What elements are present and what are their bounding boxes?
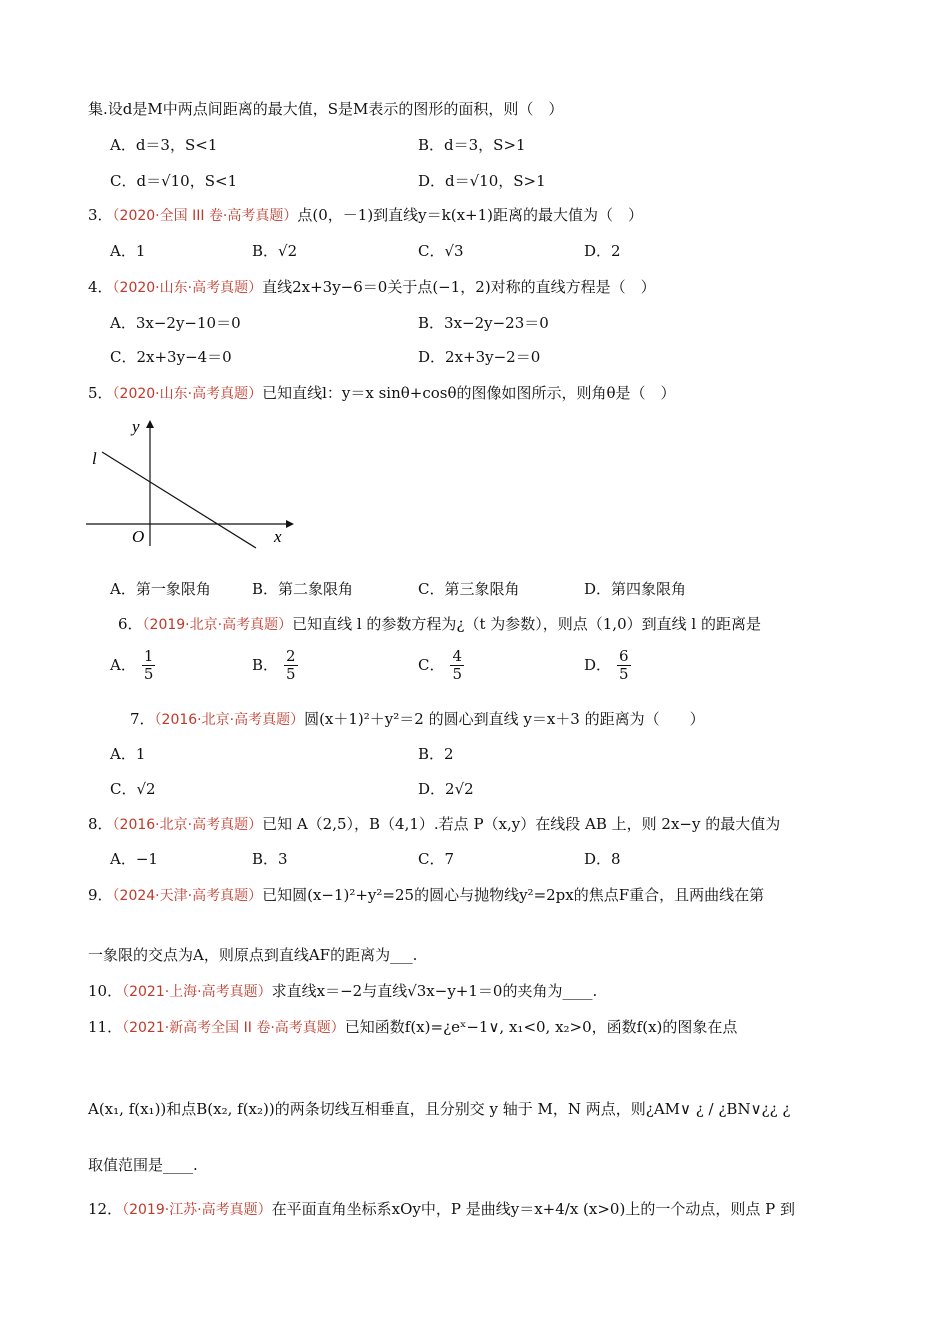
question-text: 求直线x＝−2与直线√3x−y+1＝0的夹角为____.: [271, 982, 598, 1000]
option-c: C．第三象限角: [418, 580, 520, 598]
question-text: 点(0，－1)到直线y＝k(x+1)距离的最大值为（ ）: [297, 206, 644, 224]
y-axis-arrow-icon: [146, 420, 154, 428]
question-text: 已知圆(x−1)²+y²=25的圆心与抛物线y²=2px的焦点F重合，且两曲线在第: [262, 886, 765, 904]
question-11-tail: 取值范围是____.: [88, 1156, 198, 1174]
question-intro-line: 集.设d是M中两点间距离的最大值，S是M表示的图形的面积，则（ ）: [88, 100, 564, 118]
question-source: （2016·北京·高考真题）: [112, 817, 263, 833]
option-b: B．√2: [252, 242, 298, 260]
x-axis-arrow-icon: [286, 520, 294, 528]
question-text: 已知直线 l 的参数方程为¿（t 为参数），则点（1,0）到直线 l 的距离是: [292, 615, 761, 633]
option-a: A．−1: [110, 850, 158, 868]
option-b: B．第二象限角: [252, 580, 354, 598]
question-text: 圆(x＋1)²＋y²＝2 的圆心到直线 y＝x＋3 的距离为（ ）: [304, 710, 705, 728]
question-5: [88, 384, 676, 403]
option-c: C．7: [418, 850, 455, 868]
option-d: D．第四象限角: [584, 580, 687, 598]
question-11-continued: A(x₁, f(x₁))和点B(x₂, f(x₂))的两条切线互相垂直，且分别交 y 轴于 M，N 两点，则¿AM∨ ¿ / ¿BN∨¿¿ ¿: [88, 1100, 791, 1118]
option-b: B． $\frac{2}{5}$: [252, 647, 296, 684]
option-d: D．2√2: [418, 780, 474, 798]
option-b: B．3x−2y−23＝0: [418, 314, 549, 332]
option-b: B．2: [418, 745, 454, 763]
question-source: （2021·新高考全国 II 卷·高考真题）: [122, 1020, 345, 1036]
question-7: [130, 710, 705, 729]
question-source: （2019·江苏·高考真题）: [122, 1202, 272, 1218]
question-text: 直线2x+3y−6＝0关于点(−1，2)对称的直线方程是（ ）: [262, 278, 656, 296]
option-c: C．√2: [110, 780, 156, 798]
option-a: A．1: [110, 242, 146, 260]
question-4: [88, 278, 656, 297]
y-axis-label: y: [132, 417, 140, 436]
option-d: D． $\frac{6}{5}$: [584, 647, 629, 684]
option-b: B．d＝3，S>1: [418, 136, 526, 154]
option-a: A．d＝3，S<1: [110, 136, 218, 154]
question-number: 5．: [88, 384, 113, 402]
option-c: C． $\frac{4}{5}$: [418, 647, 463, 684]
question-source: （2024·天津·高考真题）: [112, 888, 263, 904]
question-source: （2020·全国 III 卷·高考真题）: [112, 208, 298, 224]
question-number: 4．: [88, 278, 113, 296]
option-b: B．3: [252, 850, 288, 868]
option-c: C．√3: [418, 242, 464, 260]
option-d: D．2: [584, 242, 621, 260]
question-number: 3．: [88, 206, 113, 224]
question-9-continued: 一象限的交点为A，则原点到直线AF的距离为___.: [88, 946, 418, 964]
question-number: 8．: [88, 815, 113, 833]
option-a: A．第一象限角: [110, 580, 211, 598]
option-d: D．8: [584, 850, 621, 868]
x-axis-label: x: [274, 527, 282, 546]
origin-label: O: [132, 527, 145, 546]
question-number: 12．: [88, 1200, 123, 1218]
question-11: [88, 1018, 737, 1037]
option-d: D．d＝√10，S>1: [418, 172, 546, 190]
question-number: 11．: [88, 1018, 123, 1036]
question-6: [118, 615, 761, 634]
question-number: 9．: [88, 886, 113, 904]
question-8: [88, 815, 780, 834]
option-a: A． $\frac{1}{5}$: [110, 647, 154, 684]
question-text: 在平面直角坐标系xOy中，P 是曲线y＝x+4/x (x>0)上的一个动点，则点 P 到: [271, 1200, 795, 1218]
question-number: 10．: [88, 982, 123, 1000]
question-source: （2020·山东·高考真题）: [112, 386, 263, 402]
question-source: （2019·北京·高考真题）: [142, 617, 293, 633]
question-source: （2020·山东·高考真题）: [112, 280, 263, 296]
option-c: C．2x+3y−4＝0: [110, 348, 232, 366]
option-c: C．d＝√10，S<1: [110, 172, 238, 190]
question-10: [88, 982, 597, 1001]
question-12: [88, 1200, 795, 1219]
question-source: （2016·北京·高考真题）: [154, 712, 305, 728]
question-text: 已知函数f(x)=¿eˣ−1∨, x₁<0, x₂>0，函数f(x)的图象在点: [344, 1018, 738, 1036]
option-a: A．3x−2y−10＝0: [110, 314, 241, 332]
option-a: A．1: [110, 745, 146, 763]
question-text: 已知直线l：y＝x sinθ+cosθ的图像如图所示，则角θ是（ ）: [262, 384, 676, 402]
option-d: D．2x+3y−2＝0: [418, 348, 541, 366]
question-9: [88, 886, 764, 905]
question-number: 7．: [130, 710, 155, 728]
question-3: [88, 206, 643, 225]
line-label: l: [92, 449, 97, 468]
question-number: 6．: [118, 615, 143, 633]
question-source: （2021·上海·高考真题）: [122, 984, 272, 1000]
line-l: [102, 452, 256, 548]
question-text: 已知 A（2,5），B（4,1）.若点 P（x,y）在线段 AB 上，则 2x−y 的最大值为: [262, 815, 781, 833]
line-graph-figure: [80, 412, 300, 552]
